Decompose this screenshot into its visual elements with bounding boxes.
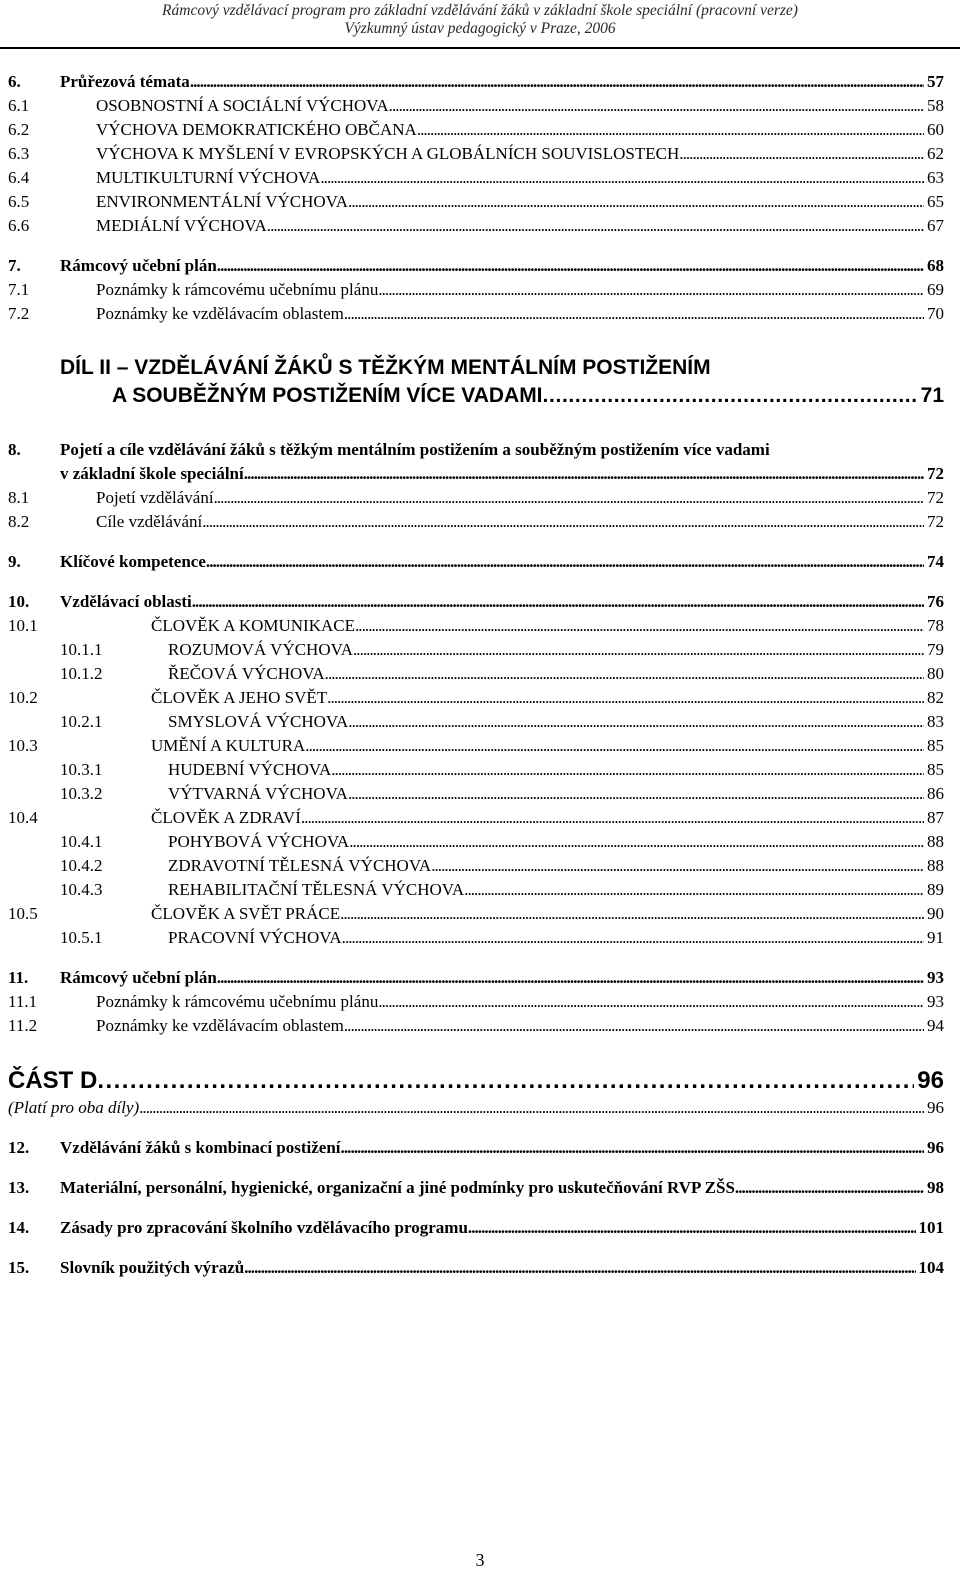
dot-leader [217,254,924,278]
toc-entry-page: 72 [927,488,944,507]
toc-entry-page: 91 [927,928,944,947]
toc-entry-number: 6.3 [8,144,30,163]
toc-entry-number: 10.5 [8,904,38,923]
toc-entry-title: SMYSLOVÁ VÝCHOVA [168,712,349,731]
dot-leader [464,878,924,902]
dot-leader [301,806,924,830]
toc-entry[interactable] [8,854,944,878]
toc-entry-leader-line [96,166,944,190]
toc-entry-page: 71 [920,384,944,407]
toc-spacer [8,1160,944,1176]
toc-entry-title: Pojetí vzdělávání [96,488,214,507]
toc-entry-number: 8.1 [8,488,30,507]
toc-entry-title: Průřezová témata [60,72,190,91]
toc-entry-leader-line [60,254,944,278]
toc-spacer [8,238,944,254]
toc-entry-page: 57 [927,72,944,91]
toc-entry-number: 11. [8,968,29,987]
dot-leader [353,638,924,662]
toc-entry-leader-line [168,710,944,734]
dot-leader [206,550,924,574]
toc-entry-number: 10. [8,592,30,611]
toc-entry-title: ČÁST D [8,1067,98,1094]
dot-leader [325,662,924,686]
toc-entry[interactable] [8,990,944,1014]
toc-entry[interactable] [8,1256,944,1280]
toc-entry-page: 67 [927,216,944,235]
toc-entry-title: Zásady pro zpracování školního vzdělávacího programu [60,1218,468,1237]
toc-entry-leader-line [151,686,944,710]
toc-entry-title: VÝCHOVA DEMOKRATICKÉHO OBČANA [96,120,417,139]
dot-leader [139,1096,924,1120]
toc-entry-leader-line [96,1014,944,1038]
toc-entry-title: Vzdělávání žáků s kombinací postižení [60,1138,341,1157]
dot-leader [468,1216,916,1240]
toc-entry[interactable] [8,734,944,758]
toc-entry-number: 10.3.1 [60,760,103,779]
dot-leader [190,70,924,94]
toc-entry-leader-line [112,382,944,410]
dot-leader [378,278,924,302]
toc-entry[interactable] [8,278,944,302]
toc-entry-leader-line [168,830,944,854]
dot-leader [389,94,924,118]
toc-entry[interactable] [8,166,944,190]
toc-entry-page: 69 [927,280,944,299]
toc-entry-title: ČLOVĚK A KOMUNIKACE [151,616,355,635]
toc-entry-leader-line [168,878,944,902]
toc-entry-page: 93 [927,992,944,1011]
toc-entry[interactable] [8,354,944,410]
toc-entry[interactable] [8,254,944,278]
dot-leader [348,190,924,214]
dot-leader [342,926,924,950]
toc-entry-title: Klíčové kompetence [60,552,206,571]
toc-entry-number: 6.5 [8,192,30,211]
toc-entry-title: PRACOVNÍ VÝCHOVA [168,928,342,947]
toc-entry-leader-line [60,1216,944,1240]
toc-entry-page: 88 [927,856,944,875]
toc-entry-title: HUDEBNÍ VÝCHOVA [168,760,332,779]
toc-entry-leader-line [60,550,944,574]
toc-spacer [8,410,944,438]
toc-entry[interactable] [8,966,944,990]
dot-leader [348,782,924,806]
dot-leader [735,1176,924,1200]
toc-entry-page: 72 [927,512,944,531]
toc-entry-title: Rámcový učební plán [60,968,217,987]
toc-entry-page: 94 [927,1016,944,1035]
toc-entry[interactable] [8,70,944,94]
toc-entry-leader-line [60,462,944,486]
toc-entry-number: 10.3.2 [60,784,103,803]
toc-entry[interactable] [8,758,944,782]
dot-leader [348,710,924,734]
toc-entry-title: ČLOVĚK A ZDRAVÍ [151,808,301,827]
dot-leader [417,118,924,142]
toc-entry-number: 10.2.1 [60,712,103,731]
toc-entry-number: 7. [8,256,21,275]
toc-spacer [8,1200,944,1216]
toc-entry-leader-line [60,590,944,614]
toc-entry-title-continued: A SOUBĚŽNÝM POSTIŽENÍM VÍCE VADAMI [112,384,543,407]
toc-entry[interactable] [8,214,944,238]
toc-entry-page: 96 [927,1098,944,1117]
toc-entry[interactable] [8,614,944,638]
toc-entry-number: 7.2 [8,304,30,323]
dot-leader [244,462,924,486]
toc-entry-leader-line [168,758,944,782]
toc-entry-number: 10.1.1 [60,640,103,659]
dot-leader [327,686,924,710]
toc-entry-leader-line [96,190,944,214]
toc-entry-leader-line [96,142,944,166]
toc-entry-title: (Platí pro oba díly) [8,1098,140,1117]
toc-entry-title: ČLOVĚK A JEHO SVĚT [151,688,328,707]
toc-entry-leader-line [151,902,944,926]
toc-entry-number: 8. [8,440,21,459]
dot-leader [431,854,924,878]
toc-entry-title: MULTIKULTURNÍ VÝCHOVA [96,168,321,187]
toc-entry-title: POHYBOVÁ VÝCHOVA [168,832,350,851]
toc-entry[interactable] [8,878,944,902]
dot-leader [543,382,918,410]
toc-entry-leader-line [8,1096,944,1120]
dot-leader [378,990,924,1014]
table-of-contents [8,70,944,1280]
toc-entry-page: 85 [927,736,944,755]
running-header [0,2,960,38]
toc-entry-title: ROZUMOVÁ VÝCHOVA [168,640,353,659]
toc-entry-leader-line [168,782,944,806]
toc-entry-title: UMĚNÍ A KULTURA [151,736,306,755]
toc-spacer [8,950,944,966]
toc-spacer [8,534,944,550]
toc-entry[interactable] [8,1066,944,1096]
toc-entry-page: 79 [927,640,944,659]
toc-entry[interactable] [8,1216,944,1240]
toc-entry-title: VÝTVARNÁ VÝCHOVA [168,784,348,803]
toc-entry-title-continued: v základní škole speciální [60,464,244,483]
toc-entry-number: 7.1 [8,280,30,299]
dot-leader [202,510,924,534]
toc-entry-page: 58 [927,96,944,115]
toc-entry-number: 10.5.1 [60,928,103,947]
toc-entry-page: 68 [927,256,944,275]
toc-entry-page: 60 [927,120,944,139]
toc-entry-title: OSOBNOSTNÍ A SOCIÁLNÍ VÝCHOVA [96,96,389,115]
toc-entry-page: 62 [927,144,944,163]
toc-entry-page: 90 [927,904,944,923]
toc-entry[interactable] [8,782,944,806]
toc-entry[interactable] [8,662,944,686]
dot-leader [344,302,924,326]
page-number: 3 [475,1550,485,1570]
dot-leader [97,1066,914,1096]
toc-entry-page: 72 [927,464,944,483]
toc-entry-leader-line [60,1136,944,1160]
toc-entry-leader-line [96,118,944,142]
dot-leader [320,166,924,190]
toc-entry-leader-line [96,94,944,118]
toc-entry-number: 14. [8,1218,30,1237]
toc-entry[interactable] [8,1176,944,1200]
header-line-institute: Výzkumný ústav pedagogický v Praze, 2006 [344,20,616,37]
toc-entry-page: 96 [917,1067,944,1094]
toc-entry-number: 13. [8,1178,30,1197]
toc-entry-leader-line [96,486,944,510]
toc-entry-page: 85 [927,760,944,779]
toc-entry-number: 12. [8,1138,30,1157]
toc-entry-number: 6.6 [8,216,30,235]
dot-leader [267,214,924,238]
toc-entry-leader-line [60,966,944,990]
toc-entry[interactable] [8,486,944,510]
toc-entry-title: VÝCHOVA K MYŠLENÍ V EVROPSKÝCH A GLOBÁLNÍCH SOUVISLOSTECH [96,144,680,163]
toc-entry-number: 8.2 [8,512,30,531]
toc-entry-leader-line [96,278,944,302]
toc-entry-leader-line [168,854,944,878]
toc-entry[interactable] [8,902,944,926]
toc-entry-title: Rámcový učební plán [60,256,217,275]
toc-entry-page: 98 [927,1178,944,1197]
toc-entry-page: 65 [927,192,944,211]
toc-entry-number: 9. [8,552,21,571]
toc-entry-leader-line [96,302,944,326]
toc-entry[interactable] [8,1014,944,1038]
toc-entry-leader-line [151,614,944,638]
toc-entry-page: 63 [927,168,944,187]
toc-entry[interactable] [8,142,944,166]
toc-entry-page: 96 [927,1138,944,1157]
toc-entry[interactable] [8,550,944,574]
toc-entry-title: DÍL II – VZDĚLÁVÁNÍ ŽÁKŮ S TĚŽKÝM MENTÁLNÍM POSTIŽENÍM [60,356,711,379]
toc-entry-number: 11.2 [8,1016,38,1035]
toc-entry-title: ENVIRONMENTÁLNÍ VÝCHOVA [96,192,349,211]
toc-entry-number: 10.1 [8,616,38,635]
toc-entry-page: 80 [927,664,944,683]
dot-leader [214,486,924,510]
toc-entry-page: 83 [927,712,944,731]
toc-entry-number: 10.4.2 [60,856,103,875]
toc-entry[interactable] [8,1096,944,1120]
toc-entry-page: 101 [918,1218,944,1237]
toc-entry-number: 6.2 [8,120,30,139]
toc-entry[interactable] [8,190,944,214]
toc-entry[interactable] [8,806,944,830]
dot-leader [305,734,924,758]
toc-entry-title: Slovník použitých výrazů [60,1258,245,1277]
toc-entry-number: 11.1 [8,992,38,1011]
dot-leader [355,614,924,638]
toc-entry-number: 10.4.3 [60,880,103,899]
toc-entry-page: 87 [927,808,944,827]
dot-leader [344,1014,924,1038]
toc-entry-leader-line [168,926,944,950]
toc-entry-number: 10.1.2 [60,664,103,683]
toc-entry[interactable] [8,94,944,118]
toc-entry-leader-line [96,214,944,238]
toc-entry-number: 6.1 [8,96,30,115]
toc-entry-title: Pojetí a cíle vzdělávání žáků s těžkým mentálním postižením a souběžným postižením více vadami [60,440,770,459]
toc-entry-title: Materiální, personální, hygienické, organizační a jiné podmínky pro uskutečňování RVP ZŠS [60,1178,735,1197]
toc-entry-leader-line [60,1256,944,1280]
toc-entry[interactable] [8,710,944,734]
dot-leader [244,1256,915,1280]
toc-entry-title: Poznámky k rámcovému učebnímu plánu [96,992,379,1011]
toc-entry-page: 93 [927,968,944,987]
header-divider [0,47,960,49]
toc-spacer [8,574,944,590]
toc-entry-leader-line [60,1176,944,1200]
toc-entry-number: 6.4 [8,168,30,187]
toc-entry-title: Cíle vzdělávání [96,512,203,531]
toc-entry[interactable] [8,302,944,326]
toc-entry-leader-line [96,510,944,534]
toc-entry[interactable] [8,926,944,950]
toc-entry-number: 10.4.1 [60,832,103,851]
toc-entry-title: REHABILITAČNÍ TĚLESNÁ VÝCHOVA [168,880,465,899]
toc-entry-title: ZDRAVOTNÍ TĚLESNÁ VÝCHOVA [168,856,432,875]
toc-entry-leader-line [168,662,944,686]
toc-entry-leader-line [96,990,944,1014]
dot-leader [217,966,924,990]
toc-entry-number: 15. [8,1258,30,1277]
toc-entry-page: 86 [927,784,944,803]
toc-spacer [8,326,944,354]
dot-leader [349,830,924,854]
toc-entry[interactable] [8,510,944,534]
toc-entry-title: ŘEČOVÁ VÝCHOVA [168,664,325,683]
toc-entry-number: 10.2 [8,688,38,707]
toc-entry[interactable] [8,1136,944,1160]
toc-entry-title: MEDIÁLNÍ VÝCHOVA [96,216,267,235]
toc-entry-page: 82 [927,688,944,707]
toc-entry[interactable] [8,638,944,662]
toc-entry-number: 10.4 [8,808,38,827]
toc-entry-leader-line [8,1066,944,1096]
dot-leader [331,758,924,782]
toc-entry-page: 78 [927,616,944,635]
toc-entry-page: 74 [927,552,944,571]
toc-entry-title: Poznámky ke vzdělávacím oblastem [96,304,344,323]
toc-entry[interactable] [8,686,944,710]
toc-spacer [8,1240,944,1256]
toc-entry-title: ČLOVĚK A SVĚT PRÁCE [151,904,341,923]
toc-entry-page: 76 [927,592,944,611]
toc-entry[interactable] [8,590,944,614]
toc-entry-title: Vzdělávací oblasti [60,592,192,611]
dot-leader [340,902,924,926]
toc-entry-title: Poznámky k rámcovému učebnímu plánu [96,280,379,299]
toc-entry-title: Poznámky ke vzdělávacím oblastem [96,1016,344,1035]
toc-entry[interactable] [8,118,944,142]
dot-leader [679,142,924,166]
toc-spacer [8,1038,944,1066]
toc-spacer [8,1120,944,1136]
toc-entry[interactable] [8,438,944,486]
toc-entry-leader-line [151,806,944,830]
toc-entry-number: 6. [8,72,21,91]
toc-entry[interactable] [8,830,944,854]
dot-leader [192,590,924,614]
toc-entry-page: 70 [927,304,944,323]
toc-entry-page: 88 [927,832,944,851]
toc-entry-leader-line [60,70,944,94]
toc-entry-number: 10.3 [8,736,38,755]
toc-entry-leader-line [151,734,944,758]
dot-leader [341,1136,924,1160]
toc-entry-leader-line [168,638,944,662]
toc-entry-page: 89 [927,880,944,899]
toc-entry-page: 104 [918,1258,944,1277]
header-line-program: Rámcový vzdělávací program pro základní vzdělávání žáků v základní škole speciální (pracovní verze) [162,2,798,19]
